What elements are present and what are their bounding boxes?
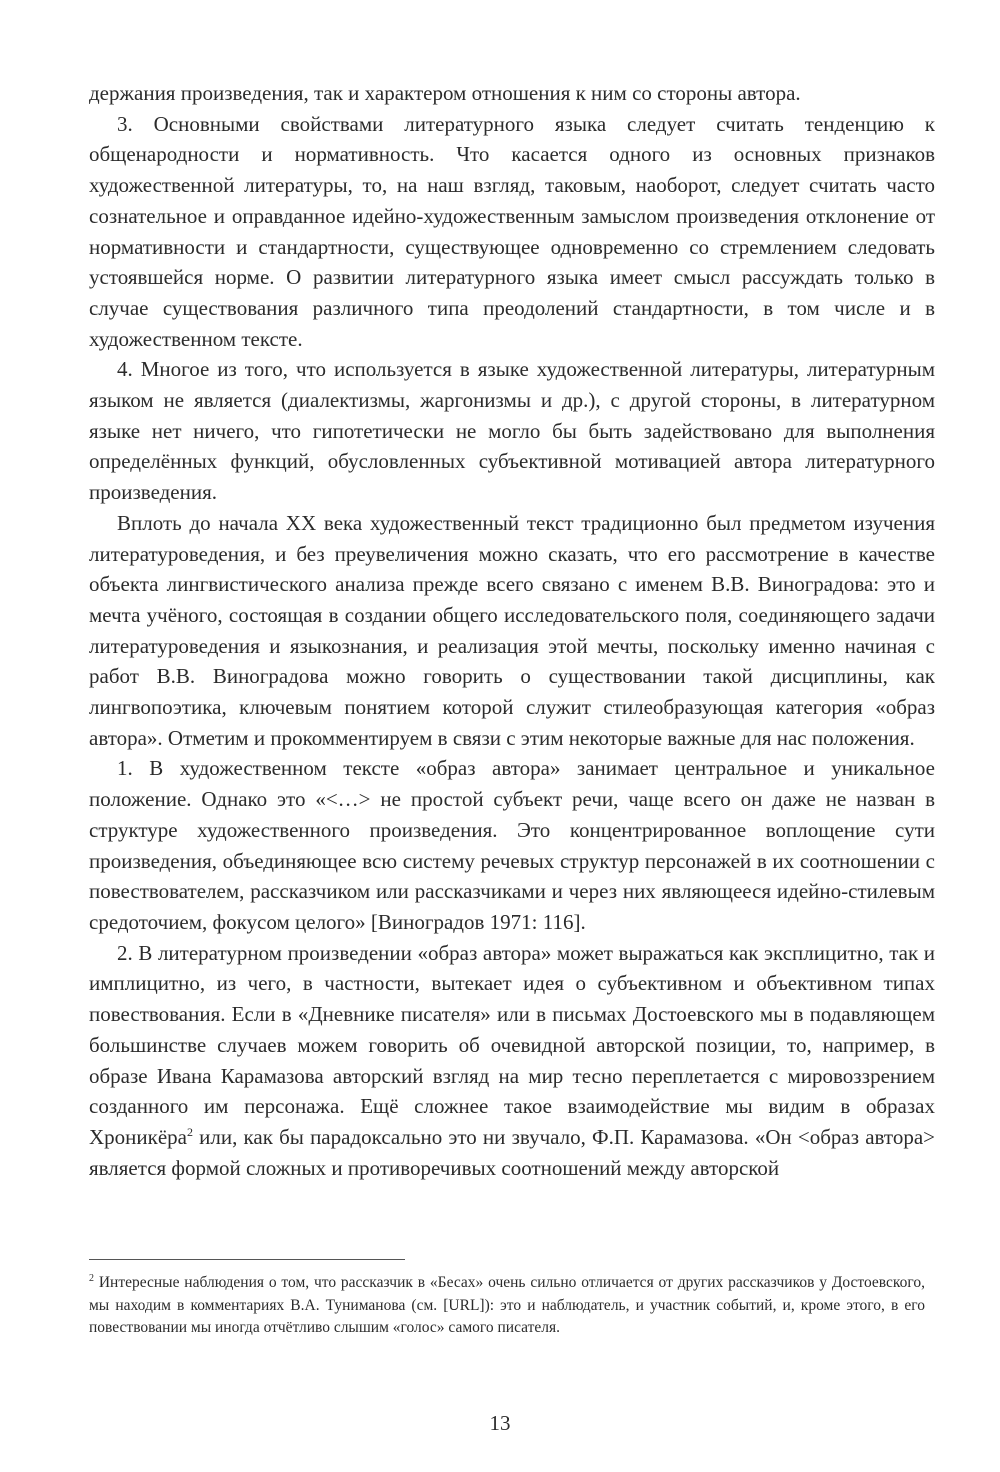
main-text xyxy=(89,78,935,1183)
paragraph-point-2-end: или, как бы парадоксально это ни звучало, Ф.П. Карамазова. «Он <образ автора> является формой сложных и противоречивых соотношений между авторской xyxy=(89,1124,935,1180)
footnote xyxy=(89,1272,925,1340)
footnote-number: 2 xyxy=(89,1273,94,1284)
footnote-text: Интересные наблюдения о том, что рассказчик в «Бесах» очень сильно отличается от других рассказчиков у Достоевского, мы находим в комментариях В.А. Туниманова (см. [URL]): это и наблюдатель, и участник событий, и, кроме этого, в его повествовании мы иногда отчётливо слышим «голос» самого писателя. xyxy=(89,1274,925,1336)
paragraph-point-2-start: 2. В литературном произведении «образ автора» может выражаться как эксплицитно, так и имплицитно, из чего, в частности, вытекает идея о субъективном и объективном типах повествования. Если в «Дневнике писателя» или в письмах Достоевского мы в подавляющем большинстве случаев можем говорить об очевидной авторской позиции, то, например, в образе Ивана Карамазова авторский взгляд на мир тесно переплетается с мировоззрением созданного им персонажа. Ещё сложнее такое взаимодействие мы видим в образах Хроникёра xyxy=(89,940,935,1149)
paragraph-vinogradov: Вплоть до начала XX века художественный текст традиционно был предметом изучения литературоведения, и без преувеличения можно сказать, что его рассмотрение в качестве объекта лингвистического анализа прежде всего связано с именем В.В. Виноградова: это и мечта учёного, состоящая в создании общего исследовательского поля, соединяющего задачи литературоведения и языкознания, и реализация этой мечты, поскольку именно начиная с работ В.В. Виноградова можно говорить о существовании такой дисциплины, как лингвопоэтика, ключевым понятием которой служит стилеобразующая категория «образ автора». Отметим и прокомментируем в связи с этим некоторые важные для нас положения. xyxy=(89,510,935,750)
paragraph-point-1: 1. В художественном тексте «образ автора» занимает центральное и уникальное положение. Однако это «<…> не простой субъект речи, чаще всего он даже не назван в структуре художественного произведения. Это концентрированное воплощение сути произведения, объединяющее всю систему речевых структур персонажей в их соотношении с повествователем, рассказчиком или рассказчиками и через них являющееся идейно-стилевым средоточием, фокусом целого» [Виноградов 1971: 116]. xyxy=(89,756,935,934)
footnote-reference: 2 xyxy=(187,1124,193,1139)
paragraph-continued: держания произведения, так и характером отношения к ним со стороны автора. xyxy=(89,81,801,105)
footnote-divider xyxy=(89,1259,405,1260)
page-number: 13 xyxy=(489,1411,511,1435)
paragraph-point-2 xyxy=(89,938,935,1184)
paragraph-point-3: 3. Основными свойствами литературного языка следует считать тенденцию к общенародности и нормативность. Что касается одного из основных признаков художественной литературы, то, на наш взгляд, таковым, наоборот, следует считать часто сознательное и оправданное идейно-художественным замыслом произведения отклонение от нормативности и стандартности, существующее одновременно со стремлением следовать устоявшейся норме. О развитии литературного языка имеет смысл рассуждать только в случае существования различного типа преодолений стандартности, в том числе и в художественном тексте. xyxy=(89,111,935,351)
paragraph-point-4: 4. Многое из того, что используется в языке художественной литературы, литературным языком не является (диалектизмы, жаргонизмы и др.), с другой стороны, в литературном языке нет ничего, что гипотетически не могло бы быть задействовано для выполнения определённых функций, обусловленных субъективной мотивацией автора литературного произведения. xyxy=(89,357,935,505)
